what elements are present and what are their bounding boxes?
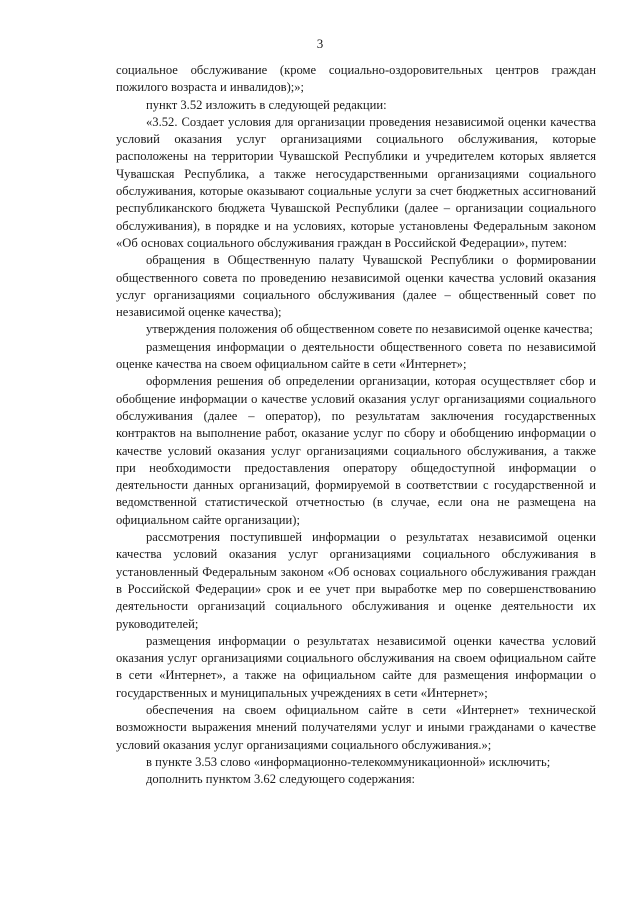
paragraph-list-item: обращения в Общественную палату Чувашской Республики о формировании общественного совета по проведению независимой оценки качества условий оказания услуг организациями социального обслуживания (далее – общественный совет по независимой оценке качества); — [116, 253, 596, 320]
paragraph-list-item: утверждения положения об общественном совете по независимой оценке качества; — [146, 322, 593, 337]
document-body — [116, 62, 596, 788]
paragraph-continuation: социальное обслуживание (кроме социально-оздоровительных центров граждан пожилого возраста и инвалидов);»; — [116, 63, 596, 95]
paragraph-list-item: размещения информации о результатах независимой оценки качества условий оказания услуг организациями социального обслуживания на своем официальном сайте в сети «Интернет», а также на официальном сайте для размещения информации о государственных и муниципальных учреждениях в сети «Интернет»; — [116, 633, 596, 700]
paragraph-list-item: оформления решения об определении организации, которая осуществляет сбор и обобщение информации о качестве условий оказания услуг организациями социального обслуживания (далее – оператор), по результатам заключения государственных контрактов на выполнение работ, оказание услуг по сбору и обобщению информации о качестве условий оказания услуг организациями социального обслуживания, а также при необходимости предоставления оператору общедоступной информации о деятельности данных организаций, формируемой в соответствии с государственной и ведомственной статистической отчетностью (в случае, если она не размещена на официальном сайте организации); — [116, 374, 596, 527]
paragraph-amendment-intro: пункт 3.52 изложить в следующей редакции: — [146, 97, 387, 112]
paragraph-list-item: рассмотрения поступившей информации о результатах независимой оценки качества условий оказания услуг организациями социального обслуживания в установленный Федеральным законом «Об основах социального обслуживания граждан в Российской Федерации» срок и ее учет при выработке мер по совершенствованию деятельности организаций социального обслуживания и оценке деятельности их руководителей; — [116, 530, 596, 631]
paragraph-list-item: обеспечения на своем официальном сайте в сети «Интернет» технической возможности выражения мнений получателями услуг и иными гражданами о качестве условий оказания услуг организациями социального обслуживания.»; — [116, 702, 596, 752]
paragraph-clause-3-52: «3.52. Создает условия для организации проведения независимой оценки качества условий оказания услуг организациями социального обслуживания, которые расположены на территории Чувашской Республики и учредителем которых является Чувашская Республика, а также негосударственными организациями социального обслуживания, которые оказывают социальные услуги за счет бюджетных ассигнований республиканского бюджета Чувашской Республики (далее – организации социального обслуживания), в порядке и на условиях, которые установлены Федеральным законом «Об основах социального обслуживания граждан в Российской Федерации», путем: — [116, 114, 596, 250]
paragraph-amendment-3-53: в пункте 3.53 слово «информационно-телекоммуникационной» исключить; — [146, 754, 551, 769]
paragraph-list-item: размещения информации о деятельности общественного совета по независимой оценке качества на своем официальном сайте в сети «Интернет»; — [116, 339, 596, 372]
paragraph-amendment-3-62: дополнить пунктом 3.62 следующего содержания: — [146, 772, 416, 787]
page-number: 3 — [316, 36, 324, 51]
